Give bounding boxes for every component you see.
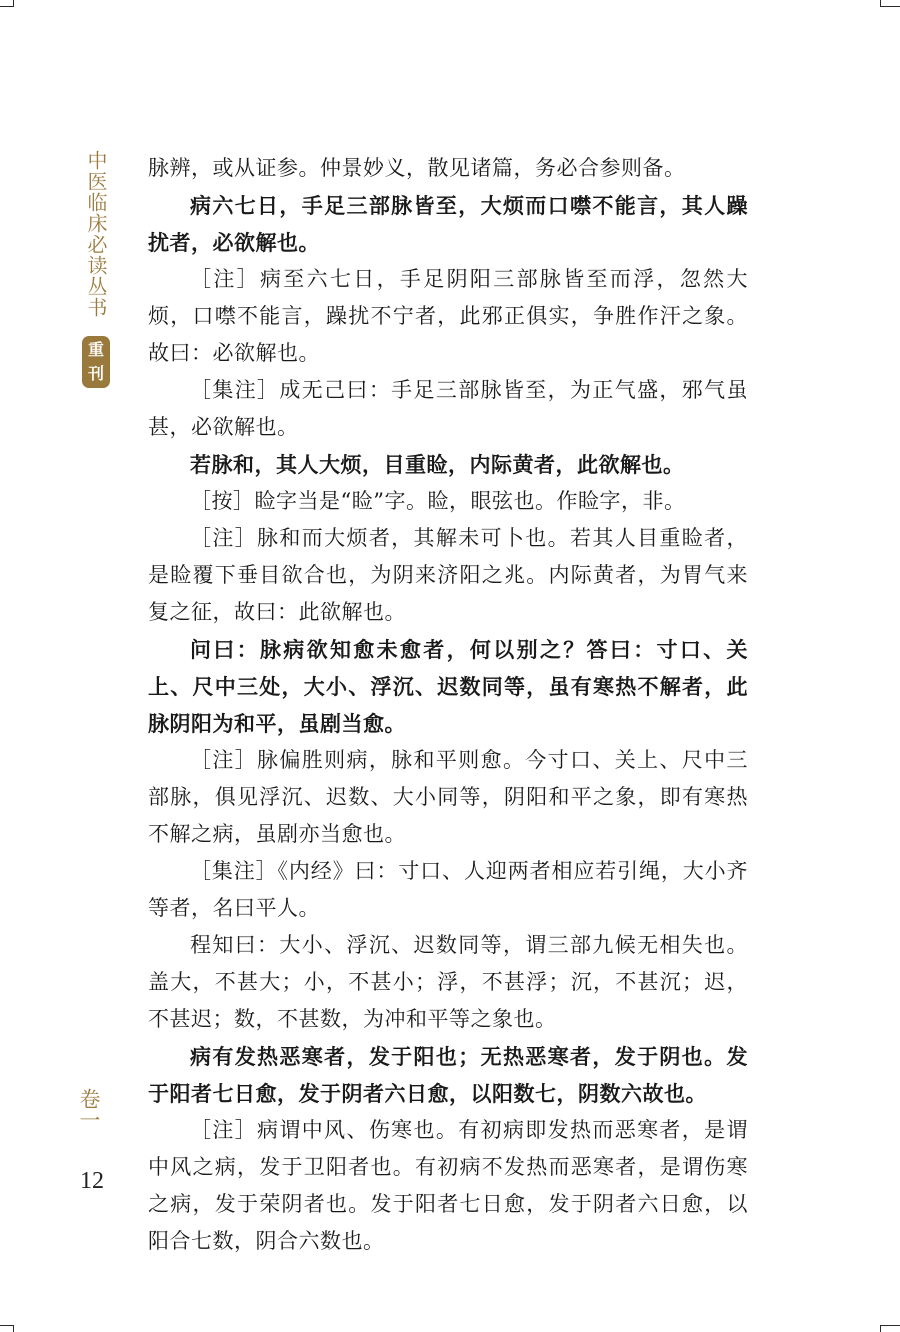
commentary-paragraph: ［注］脉偏胜则病，脉和平则愈。今寸口、关上、尺中三部脉，俱见浮沉、迟数、大小同等，阴阳和平之象，即有寒热不解之病，虽剧亦当愈也。 — [148, 748, 748, 846]
page-number: 12 — [80, 1168, 104, 1194]
crop-mark-bottom-left-v — [13, 1325, 14, 1332]
source-text-paragraph: 病有发热恶寒者，发于阳也；无热恶寒者，发于阴也。发于阳者七日愈，发于阴者六日愈，以阳数七，阴数六故也。 — [148, 1044, 748, 1106]
commentary-paragraph: ［按］睑字当是“睑”字。睑，眼弦也。作睑字，非。 — [190, 489, 686, 513]
crop-mark-top-left-v — [13, 0, 14, 6]
commentary-paragraph: ［注］脉和而大烦者，其解未可卜也。若其人目重睑者，是睑覆下垂目欲合也，为阴来济阳之兆。内际黄者，为胃气来复之征，故曰：此欲解也。 — [148, 526, 748, 624]
crop-mark-top-right-v — [880, 0, 881, 6]
reprint-seal-char-1: 重 — [87, 340, 104, 359]
body-text — [148, 150, 748, 1260]
commentary-paragraph: ［集注］成无己曰：手足三部脉皆至，为正气盛，邪气虽甚，必欲解也。 — [148, 378, 748, 439]
chapter-label: 卷一 — [77, 1088, 101, 1130]
crop-mark-top-left-h — [0, 6, 14, 7]
reprint-seal — [82, 336, 110, 388]
reprint-seal-char-2: 刊 — [87, 364, 104, 383]
commentary-paragraph: ［注］病至六七日，手足阴阳三部脉皆至而浮，忽然大烦，口噤不能言，躁扰不宁者，此邪正俱实，争胜作汗之象。故曰：必欲解也。 — [148, 267, 748, 365]
commentary-paragraph: ［集注］《内经》曰：寸口、人迎两者相应若引绳，大小齐等者，名曰平人。 — [148, 859, 748, 920]
source-text-paragraph: 问曰：脉病欲知愈未愈者，何以别之？答曰：寸口、关上、尺中三处，大小、浮沉、迟数同等，虽有寒热不解者，此脉阴阳为和平，虽剧当愈。 — [148, 637, 748, 736]
source-text-paragraph: 若脉和，其人大烦，目重睑，内际黄者，此欲解也。 — [190, 452, 685, 477]
commentary-paragraph: 程知曰：大小、浮沉、迟数同等，谓三部九候无相失也。盖大，不甚大；小，不甚小；浮，不甚浮；沉，不甚沉；迟，不甚迟；数，不甚数，为冲和平等之象也。 — [148, 933, 748, 1031]
crop-mark-bottom-left-h — [0, 1325, 14, 1326]
series-title: 中医临床必读丛书 — [84, 150, 108, 318]
crop-mark-top-right-h — [880, 6, 900, 7]
crop-mark-bottom-right-h — [880, 1325, 900, 1326]
commentary-paragraph: 脉辨，或从证参。仲景妙义，散见诸篇，务必合参则备。 — [148, 156, 686, 180]
crop-mark-bottom-right-v — [880, 1325, 881, 1332]
source-text-paragraph: 病六七日，手足三部脉皆至，大烦而口噤不能言，其人躁扰者，必欲解也。 — [148, 193, 748, 255]
commentary-paragraph: ［注］病谓中风、伤寒也。有初病即发热而恶寒者，是谓中风之病，发于卫阳者也。有初病不发热而恶寒者，是谓伤寒之病，发于荣阴者也。发于阳者七日愈，发于阴者六日愈，以阳合七数，阴合六数也。 — [148, 1118, 748, 1253]
